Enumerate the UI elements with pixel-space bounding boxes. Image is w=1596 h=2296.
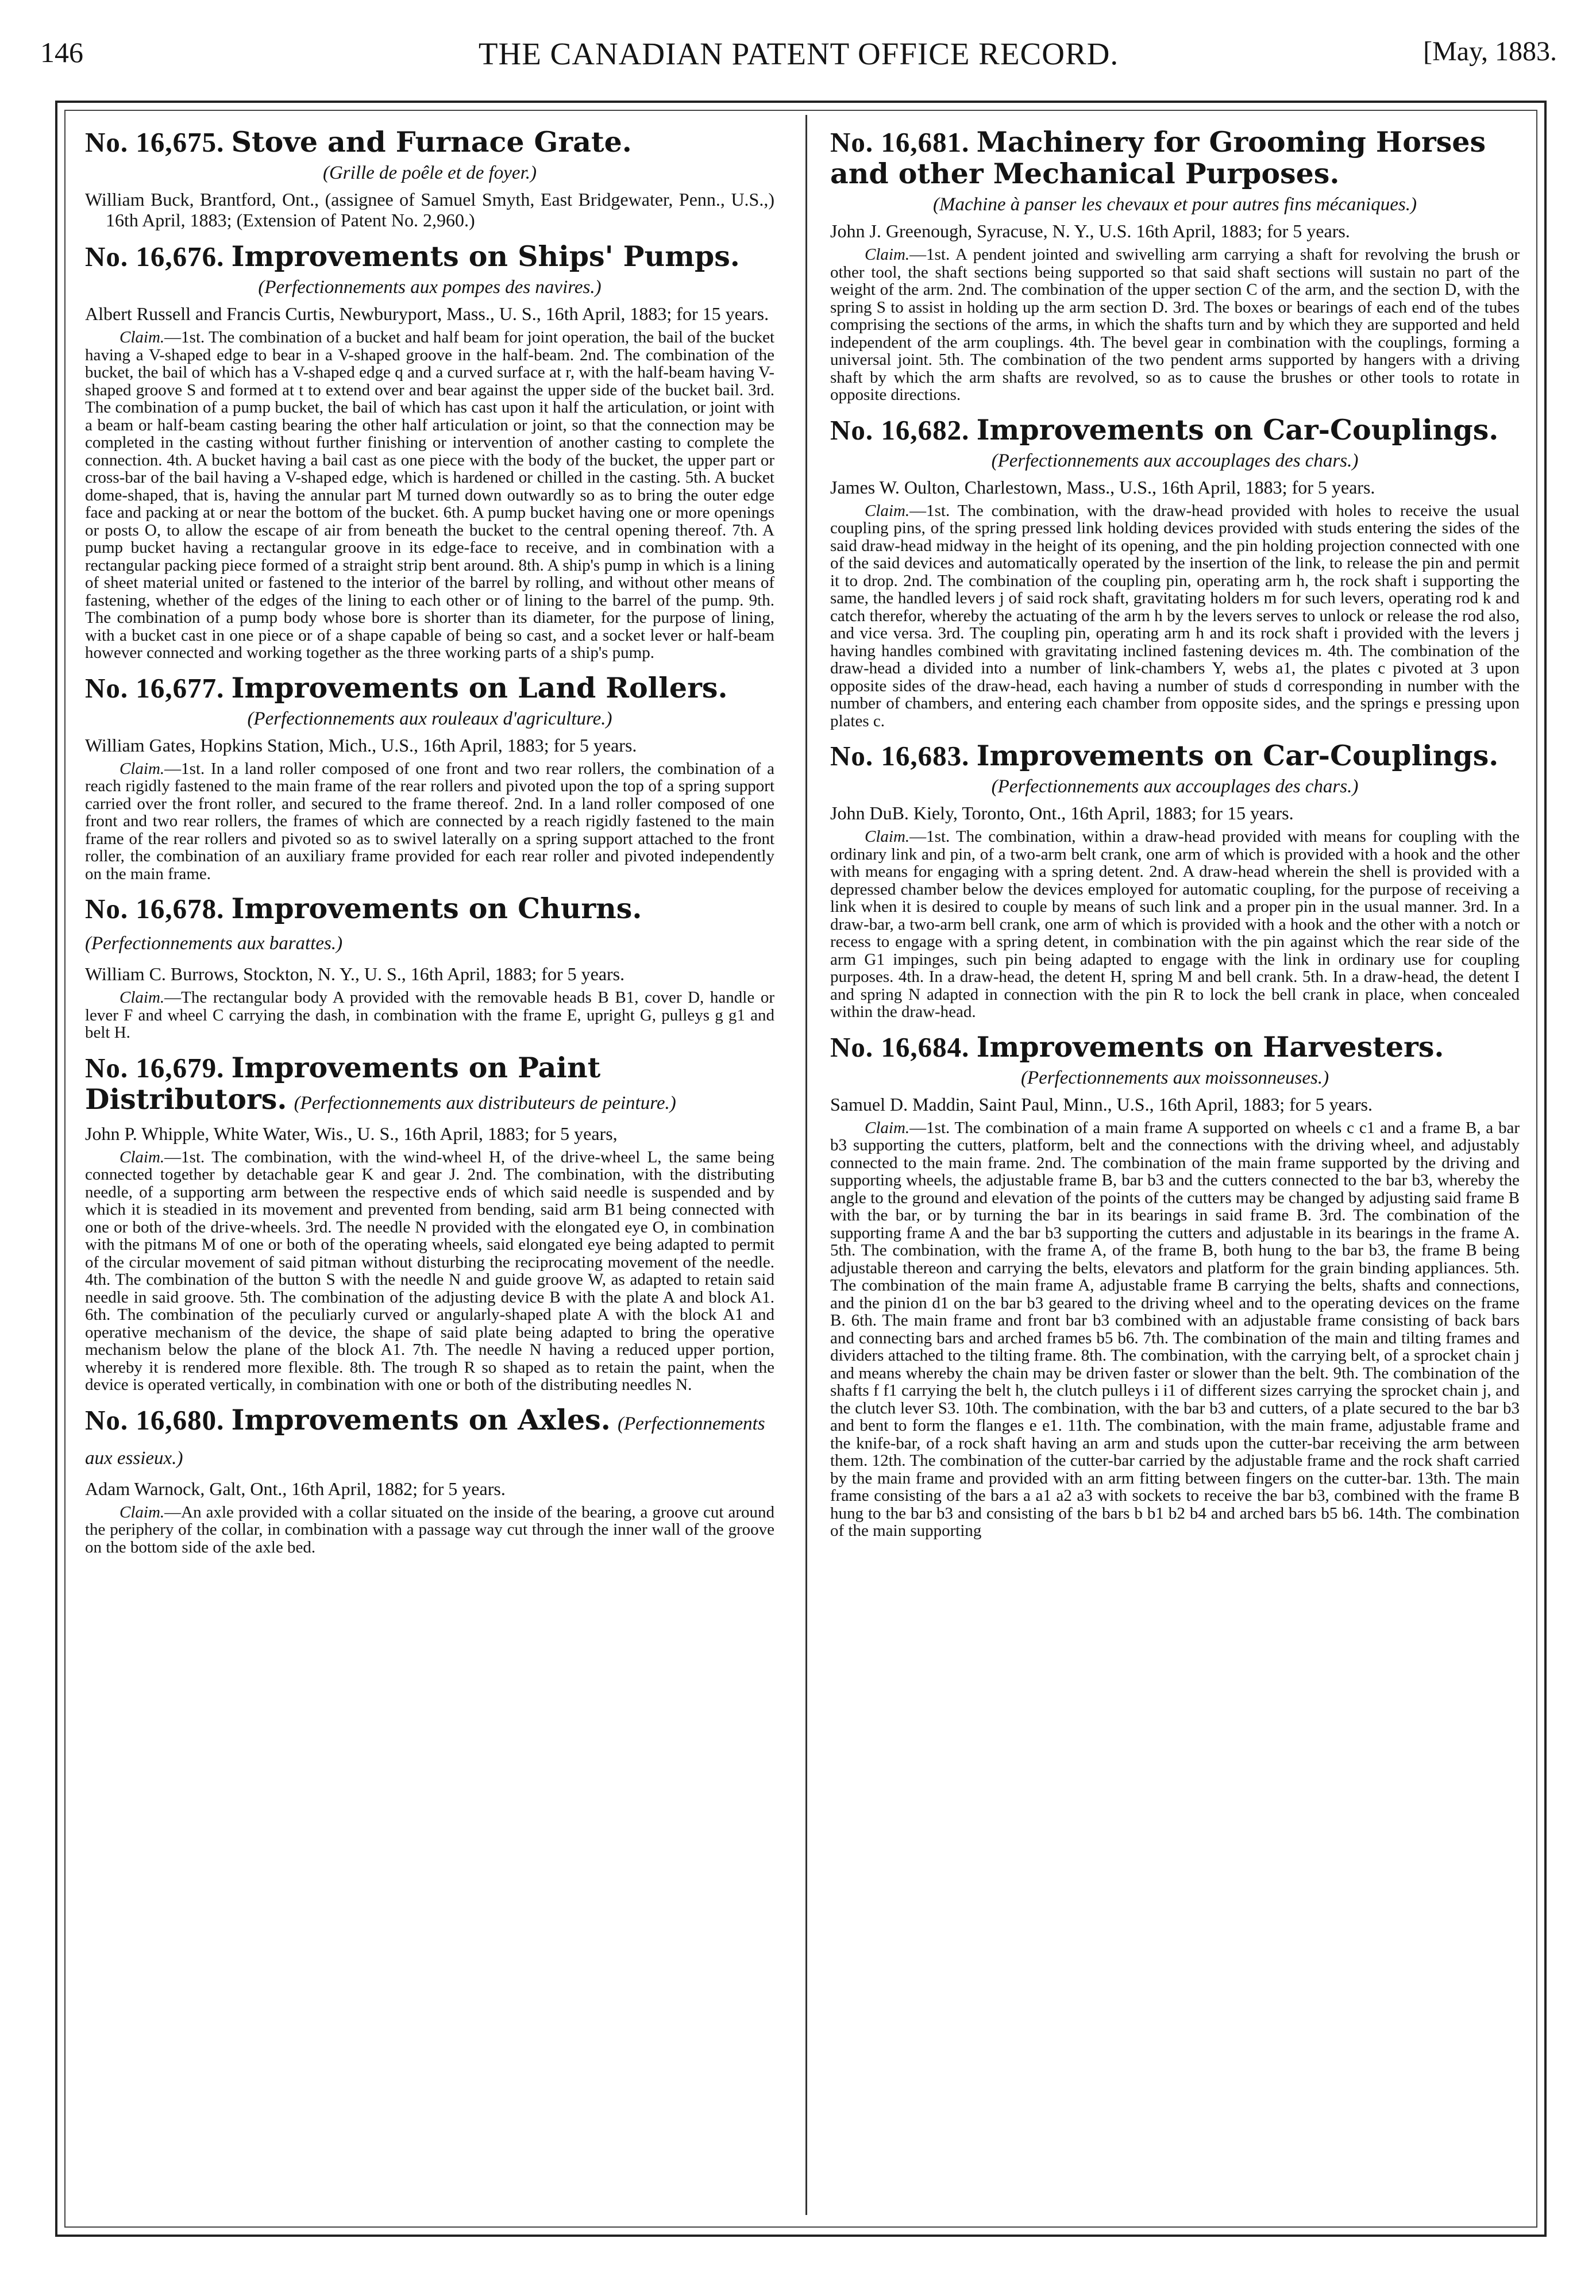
claim-body: —1st. The combination, within a draw-head provided with means for coupling with the ordinary link and pin, of a two-arm belt crank, one arm of which is provided with a hook and the other with means for engaging with a spring detent. 2nd. A draw-head wherein the shell is provided with a depressed chamber below the devices employed for automatic coupling, for the purpose of receiving a link when it is desired to couple by means of such link and a proper pin in the usual manner. 3rd. In a draw-bar, a two-arm bell crank, one arm of which is provided with a hook and the other with a notch or recess to engage with a spring detent, in combination with the pin against which the rear side of the arm G1 impinges, such pin being adapted to engage with the link in ordinary use for coupling purposes. 4th. In a draw-head, the detent H, spring M and bell crank. 5th. In a draw-head, the detent I and spring N adapted in connection with the pin R to lock the bell crank in place, when concealed within the draw-head. bbox=[830, 827, 1520, 1021]
patent-number: No. 16,677. bbox=[85, 672, 225, 704]
patent-number: No. 16,683. bbox=[830, 740, 970, 772]
patent-title: Improvements on Churns. bbox=[231, 892, 642, 925]
french-title: (Perfectionnements aux accouplages des chars.) bbox=[991, 450, 1359, 471]
patent-title: Improvements on Axles. bbox=[231, 1403, 611, 1436]
entry-heading bbox=[85, 1052, 774, 1119]
patent-number: No. 16,676. bbox=[85, 241, 225, 272]
french-title: (Perfectionnements aux rouleaux d'agriculture.) bbox=[247, 708, 612, 729]
patent-number: No. 16,681. bbox=[830, 126, 970, 158]
claim-text bbox=[830, 1119, 1520, 1540]
patent-entry-16675 bbox=[85, 126, 774, 230]
french-title: (Perfectionnements aux accouplages des chars.) bbox=[991, 776, 1359, 797]
french-title: (Perfectionnements aux pompes des navires.) bbox=[258, 277, 602, 298]
journal-title: THE CANADIAN PATENT OFFICE RECORD. bbox=[478, 36, 1119, 71]
french-title: (Perfectionnements aux distributeurs de peinture.) bbox=[294, 1092, 676, 1114]
entry-heading bbox=[830, 414, 1520, 446]
inventor-line: James W. Oulton, Charlestown, Mass., U.S., 16th April, 1883; for 5 years. bbox=[830, 476, 1375, 498]
entry-heading bbox=[85, 241, 774, 272]
patent-number: No. 16,675. bbox=[85, 126, 225, 158]
claim-label: Claim. bbox=[865, 1118, 910, 1137]
claim-body: —1st. A pendent jointed and swivelling arm carrying a shaft for revolving the brush or other tool, the shaft sections being supported so that said shaft sections will sustain no part of the weight of the arm. 2nd. The combination of the upper section C of the arm, and the section D, with the spring S to assist in holding up the arm section D. 3rd. The boxes or bearings of each end of the tubes comprising the sections of the arms, in which the shafts turn and by which they are supported and held independent of the arm couplings. 4th. The bevel gear in combination with the couplings, forming a universal joint. 5th. The combination of the two pendent arms supported by hangers with a driving shaft by which the arm shafts are revolved, so as to cause the brushes or other tools to rotate in opposite directions. bbox=[830, 245, 1520, 404]
entry-heading bbox=[830, 740, 1520, 772]
claim-body: —1st. The combination, with the wind-wheel H, of the drive-wheel L, the same being connected together by detachable gear K and gear J. 2nd. The combination, with the distributing needle, of a supporting arm between the respective ends of which said needle is suspended and by which it is steadied in its movement and prevented from bending, said arm B1 being connected with one or both of the drive-wheels. 3rd. The needle N provided with the elongated eye O, in combination with the pitmans M of one or both of the operating wheels, said elongated eye being adapted to permit of the circular movement of said pitman without disturbing the reciprocating movement of the needle. 4th. The combination of the button S with the needle N and guide groove W, as adapted to retain said needle in said groove. 5th. The combination of the adjusting device B with the plate A and block A1. 6th. The combination of the peculiarly curved or angularly-shaped plate A with the block A1 and operative mechanism of the device, the shape of said plate being adapted to bring the operative mechanism below the plane of the block A1. 7th. The needle N having a reduced upper portion, whereby it is rendered more flexible. 8th. The trough R so shaped as to retain the paint, when the device is operated vertically, in combination with one or both of the distributing needles N. bbox=[85, 1147, 774, 1394]
right-column bbox=[830, 126, 1520, 1550]
patent-number: No. 16,678. bbox=[85, 893, 225, 924]
inventor-line: Albert Russell and Francis Curtis, Newburyport, Mass., U. S., 16th April, 1883; for 15 years. bbox=[85, 303, 769, 324]
issue-date: [May, 1883. bbox=[1423, 36, 1557, 67]
inventor-line: Samuel D. Maddin, Saint Paul, Minn., U.S., 16th April, 1883; for 5 years. bbox=[830, 1093, 1373, 1115]
entry-heading bbox=[85, 672, 774, 704]
patent-entry-16684 bbox=[830, 1031, 1520, 1540]
entry-heading bbox=[85, 893, 774, 959]
patent-number: No. 16,679. bbox=[85, 1051, 225, 1084]
claim-body: —1st. The combination of a main frame A supported on wheels c c1 and a frame B, a bar b3 supporting the cutters, platform, belt and the connections with the driving wheel, and adjustably connected to the main frame. 2nd. The combination of the main frame supported by the driving and supporting wheels, the adjustable frame B, bar b3 and the cutters connected to the bar b3, whereby the angle to the ground and elevation of the points of the cutters may be changed by adjusting said frame B with the bar, or by turning the bar in its bearings in said frame B. 3rd. The combination of the supporting frame A and the bar b3 supporting the cutters and adjustable in its bearings in the frame A. 5th. The combination, with the frame A, of the frame B, both hung to the bar b3, the frame B being adjustable thereon and carrying the belts, elevators and platform for the grain binding appliances. 5th. The combination of the main frame A, adjustable frame B carrying the belts, shafts and connections, and the pinion d1 on the bar b3 geared to the driving wheel and to the operating devices on the frame B. 6th. The main frame and front bar b3 combined with an adjustable frame consisting of back bars and connecting bars and arched frames b5 b6. 7th. The combination of the main and tilting frames and dividers attached to the tilting frame. 8th. The combination, with the carrying belt, of a sprocket chain j and means whereby the chain may be driven faster or slower than the belt. 9th. The combination of the shafts f f1 carrying the belt h, the clutch pulleys i i1 of different sizes carrying the sprocket chain j, and the clutch lever S3. 10th. The combination, with the bar b3 and cutters, of a plate secured to the bar b3 and bent to form the flanges e e1. 11th. The combination, with the main frame, adjustable frame and the knife-bar, of a rock shaft having an arm and studs upon the cutter-bar receiving the arm between them. 12th. The combination of the cutter-bar carried by the adjustable frame and the rock shaft carried by the main frame and provided with an arm fitting between fingers on the cutter-bar. 13th. The main frame consisting of the bars a a1 a2 a3 with sockets to receive the bar b3, combined with the frame B hung to the bar b3 and consisting of the bars b b1 b2 b4 and arched bars b5 b6. 14th. The combination of the main supporting bbox=[830, 1118, 1520, 1540]
claim-body: —An axle provided with a collar situated on the inside of the bearing, a groove cut around the periphery of the collar, in combination with a passage way cut through the inner wall of the groove on the bottom side of the axle bed. bbox=[85, 1503, 774, 1557]
patent-entry-16682 bbox=[830, 414, 1520, 730]
french-title: (Perfectionnements aux essieux.) bbox=[85, 1413, 765, 1469]
patent-entry-16679 bbox=[85, 1052, 774, 1394]
entry-heading bbox=[85, 126, 774, 158]
patent-number: No. 16,680. bbox=[85, 1404, 225, 1436]
patent-number: No. 16,684. bbox=[830, 1031, 970, 1063]
patent-number: No. 16,682. bbox=[830, 414, 970, 446]
inventor-line: William Gates, Hopkins Station, Mich., U.S., 16th April, 1883; for 5 years. bbox=[85, 734, 637, 756]
claim-text bbox=[830, 828, 1520, 1021]
claim-text bbox=[830, 246, 1520, 404]
patent-entry-16677 bbox=[85, 672, 774, 883]
claim-label: Claim. bbox=[865, 501, 910, 520]
patent-entry-16676 bbox=[85, 241, 774, 662]
entry-heading bbox=[85, 1404, 774, 1474]
inventor-line: William C. Burrows, Stockton, N. Y., U. S., 16th April, 1883; for 5 years. bbox=[85, 964, 625, 984]
claim-text bbox=[85, 1504, 774, 1557]
claim-label: Claim. bbox=[119, 1147, 165, 1166]
claim-text bbox=[85, 329, 774, 662]
claim-label: Claim. bbox=[119, 1503, 165, 1521]
patent-entry-16683 bbox=[830, 740, 1520, 1021]
patent-title: Improvements on Harvesters. bbox=[976, 1030, 1444, 1064]
entry-heading bbox=[830, 1031, 1520, 1063]
claim-text bbox=[85, 760, 774, 883]
french-title: (Perfectionnements aux barattes.) bbox=[85, 933, 343, 954]
claim-label: Claim. bbox=[865, 827, 910, 846]
entry-heading bbox=[830, 126, 1520, 190]
patent-title: Improvements on Land Rollers. bbox=[231, 671, 728, 704]
claim-label: Claim. bbox=[865, 245, 910, 264]
french-title: (Machine à panser les chevaux et pour autres fins mécaniques.) bbox=[933, 194, 1417, 215]
french-title: (Grille de poêle et de foyer.) bbox=[322, 163, 537, 183]
patent-title: Improvements on Car-Couplings. bbox=[976, 413, 1499, 446]
claim-body: —1st. In a land roller composed of one front and two rear rollers, the combination of a reach rigidly fastened to the main frame of the rear rollers and pivoted upon the top of a spring support carried over the front roller, and secured to the frame thereof. 2nd. In a land roller composed of one front and two rear rollers, the frames of which are connected by a reach rigidly fastened to the main frame of the rear rollers and pivoted so as to swivel laterally on a spring support attached to the front roller, the combination of an auxiliary frame provided for each rear roller and pivoted independently on the main frame. bbox=[85, 759, 774, 883]
inventor-line: Adam Warnock, Galt, Ont., 16th April, 1882; for 5 years. bbox=[85, 1478, 506, 1499]
claim-body: —The rectangular body A provided with the removable heads B B1, cover D, handle or lever F and wheel C carrying the dash, in combination with the frame E, upright G, pulleys g g1 and belt H. bbox=[85, 988, 774, 1042]
patent-entry-16680 bbox=[85, 1404, 774, 1557]
claim-label: Claim. bbox=[119, 759, 165, 778]
claim-text bbox=[85, 989, 774, 1042]
inventor-line: John J. Greenough, Syracuse, N. Y., U.S. 16th April, 1883; for 5 years. bbox=[830, 221, 1350, 241]
claim-body: —1st. The combination, with the draw-head provided with holes to receive the usual coupling pins, of the spring pressed link holding devices provided with studs entering the sides of the said draw-head midway in the height of its opening, and the pin holding projection connected with one of the said devices and automatically operated by the insertion of the link, to release the pin and permit it to drop. 2nd. The combination of the coupling pin, operating arm h, the rock shaft i supporting the same, the handled levers j of said rock shaft, gravitating holders m for such levers, operating rod k and catch therefor, whereby the actuating of the arm h by the levers serves to unlock or release the rod also, and vice versa. 3rd. The coupling pin, operating arm h and its rock shaft i provided with the levers j having handles combined with gravitating inclined fastening devices m. 4th. The combination of the draw-head a divided into a number of link-chambers Y, webs a1, the plates c pivoted at 3 upon opposite sides of the draw-head, each having a number of studs d corresponding in number with the number of chambers, and entering each chamber from opposite sides, and the springs e pressing upon plates c. bbox=[830, 501, 1520, 730]
patent-title: Improvements on Car-Couplings. bbox=[976, 739, 1499, 772]
inventor-line: William Buck, Brantford, Ont., (assignee of Samuel Smyth, East Bridgewater, Penn., U.S.,) 16th April, 1883; (Extension of Patent No. 2,960.) bbox=[85, 189, 774, 230]
patent-title: Machinery for Grooming Horses and other Mechanical Purposes. bbox=[830, 125, 1486, 190]
patent-entry-16681 bbox=[830, 126, 1520, 404]
patent-title: Stove and Furnace Grate. bbox=[231, 125, 632, 159]
inventor-line: John P. Whipple, White Water, Wis., U. S., 16th April, 1883; for 5 years, bbox=[85, 1123, 618, 1144]
claim-body: —1st. The combination of a bucket and half beam for joint operation, the bail of the bucket having a V-shaped edge to bear in a V-shaped groove in the half-beam. 2nd. The combination of the bucket, the bail of which has a V-shaped edge q and a curved surface at r, with the half-beam having V-shaped groove S and formed at t to extend over and bear against the upper side of the bucket bail. 3rd. The combination of a pump bucket, the bail of which has cast upon it half the articulation, or joint with a beam or half-beam casting bearing the other half articulation or joint, so that the connection may be completed in the casting without further finishing or intervention of another casting to complete the connection. 4th. A bucket having a bail cast as one piece with the body of the bucket, the upper part or cross-bar of the bail having a V-shaped edge, which is hardened or chilled in the casting. 5th. A bucket dome-shaped, that is, having the annular part M turned down outwardly so as to bring the outer edge face and packing at or near the bottom of the bucket. 6th. A pump bucket having one or more openings or posts O, to allow the escape of air from beneath the bucket to the central opening thereof. 7th. A pump bucket having a rectangular groove in its edge-face to receive, and in combination with a rectangular packing piece formed of a straight strip bent around. 8th. A ship's pump in which is a lining of sheet material united or fastened to the interior of the barrel by rolling, and without other means of fastening, whether of the edges of the lining to each other or of lining to the barrel of the pump. 9th. The combination of a pump body whose bore is shorter than its diameter, for the purpose of lining, with a bucket cast in one piece or of a shape capable of being so cast, and a socket lever or half-beam however connected and working together as the three working parts of a ship's pump. bbox=[85, 328, 774, 662]
patent-title: Improvements on Paint Distributors. bbox=[85, 1050, 601, 1116]
french-title: (Perfectionnements aux moissonneuses.) bbox=[1020, 1067, 1329, 1088]
claim-label: Claim. bbox=[119, 328, 165, 346]
page-number: 146 bbox=[40, 36, 83, 68]
claim-text bbox=[85, 1149, 774, 1394]
claim-label: Claim. bbox=[119, 988, 165, 1007]
patent-entry-16678 bbox=[85, 893, 774, 1042]
left-column bbox=[85, 126, 774, 1566]
inventor-line: John DuB. Kiely, Toronto, Ont., 16th April, 1883; for 15 years. bbox=[830, 803, 1294, 823]
claim-text bbox=[830, 502, 1520, 730]
column-divider bbox=[805, 115, 807, 2215]
patent-title: Improvements on Ships' Pumps. bbox=[231, 240, 740, 273]
running-head bbox=[40, 36, 1557, 76]
